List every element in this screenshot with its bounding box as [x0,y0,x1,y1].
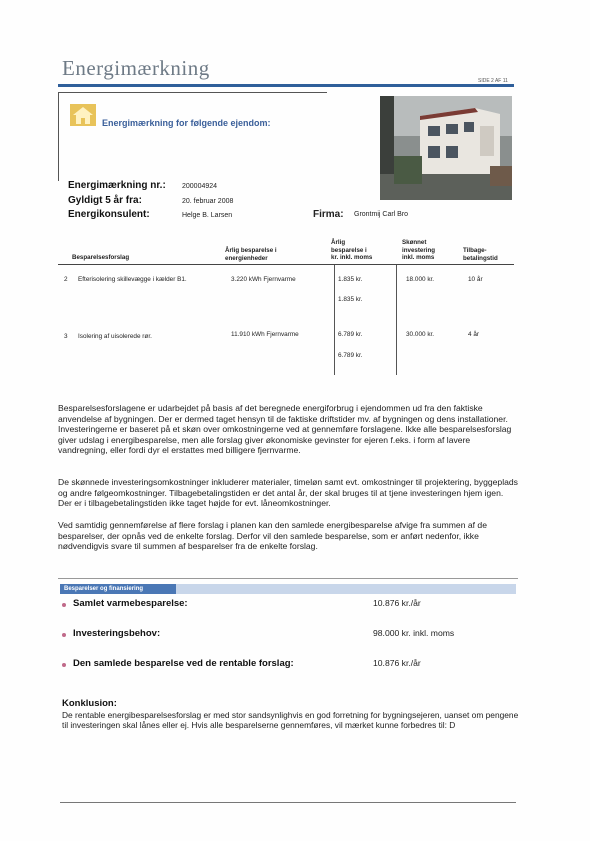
paragraph [58,403,518,456]
paragraph-text: De skønnede investeringsomkostninger inkluderer materialer, timeløn samt evt. omkostninger til projektering, byggeplads og andre følgeomkostninger. Tilbagebetalingstiden er det antal år, der skal bruges til at tjene investeringen hjem igen. Der er i tilbagebetalingstiden ikke taget højde for evt. låneomkostninger. [58,477,518,509]
section-divider [58,578,518,579]
table-row-kr: 6.789 kr. [338,331,363,338]
col-header-tilbage [463,247,498,262]
finance-label: Samlet varmebesparelse: [73,598,188,609]
col-header-tilbage-line1: Tilbage- [463,247,487,254]
conclusion-text: De rentable energibesparelsesforslag er med stor sandsynlighvis en god forretning for bygningsejeren, uanset om pengene til investeringen skal lånes eller ej. Hvis alle besparelserne gennemføres, vil mærket kunne forbedres til: D [62,710,519,731]
table-row-nr: 3 [64,333,68,340]
col-header-kr-line3: kr. inkl. moms [331,254,373,261]
table-row-kr: 1.835 kr. [338,276,363,283]
paragraph-text: Ved samtidig gennemførelse af flere forslag i planen kan den samlede energibesparelse afvige fra summen af de besparelser, der opnås ved de enkelte forslag. Derfor vil den samlede besparelse, som er anført nedenfor, ikke nødvendigvis svare til summen af besparelser fra de enkelte forslag. [58,520,487,552]
top-accent-bar [58,84,514,87]
firm-value: Grontmij Carl Bro [354,211,409,218]
header-frame [58,92,327,181]
building-photo [380,96,512,200]
col-divider [334,265,335,375]
paragraph [58,477,518,509]
bullet-icon [62,663,66,667]
col-header-invest-line3: inkl. moms [402,254,435,261]
valid-from-value: 20. februar 2008 [182,198,234,205]
consultant-value: Helge B. Larsen [182,212,233,219]
table-row-invest: 18.000 kr. [406,276,435,283]
table-header-divider [58,264,514,265]
col-header-kr [331,239,372,262]
energy-label-nr-label: Energimærkning nr.: [68,180,166,191]
bullet-icon [62,633,66,637]
col-header-energi-line1: Årlig besparelse i [225,247,277,254]
valid-from-label: Gyldigt 5 år fra: [68,195,142,206]
bullet-icon [62,603,66,607]
table-row-forslag: Isolering af uisolerede rør. [78,333,152,340]
table-row-kr-total: 6.789 kr. [338,352,363,359]
finance-label: Den samlede besparelse ved de rentable forslag: [73,658,294,669]
col-header-invest [402,239,435,262]
firm-label: Firma: [313,209,344,220]
finance-value: 98.000 kr. inkl. moms [373,628,455,638]
paragraph-text: Besparelsesforslagene er udarbejdet på basis af det beregnede energiforbrug i ejendommen ud fra den faktiske anvendelse af bygningen. Der er dermed taget hensyn til de faktiske driftstider mv. af bygningen og dens installationer. Investeringerne er baseret på et skøn over omkostningerne ved at gennemføre forslagene. Ikke alle besparelsesforslag giver udslag i energibesparelse, men alle forslag giver økonomiske gevinster for ejeren f.eks. i form af lavere vandregning, eller fordi dyr el erstattes med billigere fjernvarme. [58,403,512,456]
table-row-forslag: Efterisolering skillevægge i kælder B1. [78,276,187,283]
col-header-invest-line1: Skønnet [402,239,427,246]
col-header-energi [225,247,277,262]
finance-label: Investeringsbehov: [73,628,161,639]
table-row-tilbage: 4 år [468,331,480,338]
energy-label-nr-value: 200004924 [182,183,218,190]
col-header-tilbage-line2: betalingstid [463,254,498,262]
conclusion-title: Konklusion: [62,698,117,709]
col-header-energi-line2: energienheder [225,254,268,262]
table-row-tilbage: 10 år [468,276,483,283]
table-row-energi: 11.910 kWh Fjernvarme [231,331,299,338]
col-header-invest-line2: investering [402,246,436,254]
col-header-kr-line1: Årlig [331,239,346,246]
consultant-label: Energikonsulent: [68,209,150,220]
col-header-forslag: Besparelsesforslag [72,254,130,261]
table-row-invest: 30.000 kr. [406,331,435,338]
finance-section-bar: Besparelser og finansiering [60,584,176,594]
finance-section-bar-fill [176,584,516,594]
page-number: SIDE 2 AF 11 [478,78,508,84]
table-row-nr: 2 [64,276,68,283]
col-divider [396,265,397,375]
house-logo-icon [70,104,96,126]
document-title: Energimærkning [62,56,210,80]
finance-value: 10.876 kr./år [373,658,421,668]
paragraph [58,520,518,552]
header-title: Energimærkning for følgende ejendom: [102,118,271,128]
finance-value: 10.876 kr./år [373,598,421,608]
table-row-kr-total: 1.835 kr. [338,296,363,303]
col-header-kr-line2: besparelse i [331,246,367,254]
table-row-energi: 3.220 kWh Fjernvarme [231,276,296,283]
footer-divider [60,802,516,803]
